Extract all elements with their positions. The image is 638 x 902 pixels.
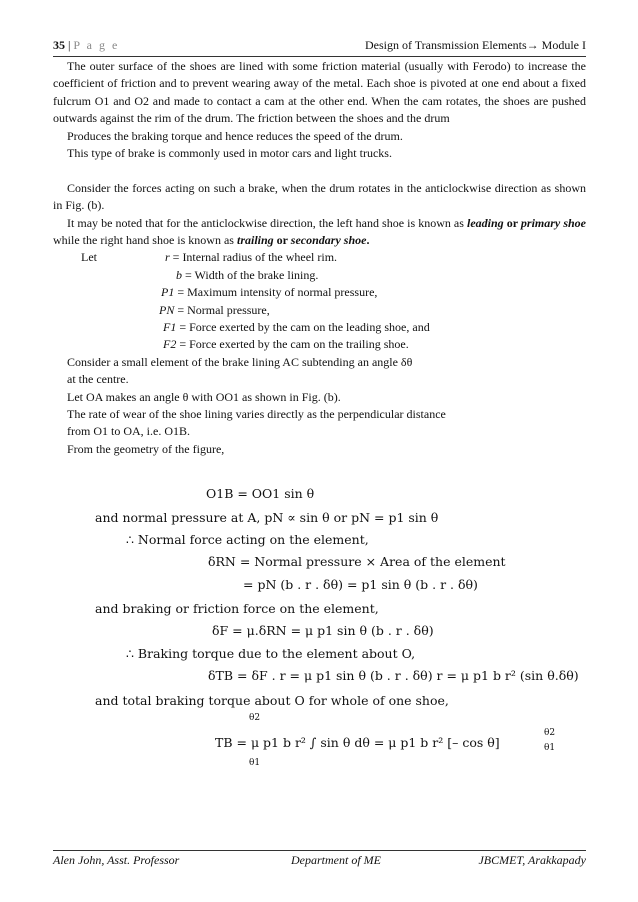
let-label: Let xyxy=(81,250,97,265)
equation-line: O1B = OO1 sin θ xyxy=(206,486,315,501)
symbol: r xyxy=(165,250,170,265)
shoes-or-1: or xyxy=(503,215,521,230)
equation-line: = pN (b . r . δθ) = p1 sin θ (b . r . δθ) xyxy=(243,577,478,592)
paragraph-wear: The rate of wear of the shoe lining varies directly as the perpendicular distance xyxy=(67,407,446,422)
bracket-lower-limit: θ1 xyxy=(544,743,556,753)
arrow-icon: → xyxy=(526,38,539,52)
symbol: F2 xyxy=(163,337,177,352)
symbol: PN xyxy=(159,302,175,317)
equation-line: δRN = Normal pressure × Area of the element xyxy=(208,554,506,569)
equation-line: δTB = δF . r = μ p1 sin θ (b . r . δθ) r = μ p1 b r² (sin θ.δθ) xyxy=(208,668,579,683)
paragraph-forces: Consider the forces acting on such a brake, when the drum rotates in the anticlockwise direction as shown in Fig. (b). xyxy=(53,180,586,213)
definition-text: = Width of the brake lining. xyxy=(185,267,319,282)
page-body xyxy=(53,58,586,458)
shoes-text-1: It may be noted that for the anticlockwise direction, the left hand shoe is known as xyxy=(67,215,467,230)
definition-r xyxy=(165,249,337,266)
symbol: b xyxy=(176,267,182,282)
paragraph-angle: Let OA makes an angle θ with OO1 as shown in Fig. (b). xyxy=(67,389,341,404)
paragraph-shoes xyxy=(53,215,586,250)
definition-p1 xyxy=(161,284,377,301)
definition-f1 xyxy=(163,319,430,336)
equation-line: ∴ Braking torque due to the element about O, xyxy=(126,646,416,661)
symbol: F1 xyxy=(163,320,177,335)
definition-row xyxy=(53,319,586,336)
header-rule xyxy=(53,56,586,57)
paragraph-centre: at the centre. xyxy=(67,372,129,387)
header-title-text: Design of Transmission Elements xyxy=(365,38,527,52)
definition-text: = Force exerted by the cam on the trailing shoe. xyxy=(179,337,409,352)
equation-line: and normal pressure at A, pN ∝ sin θ or pN = p1 sin θ xyxy=(95,510,439,525)
equation-line: ∴ Normal force acting on the element, xyxy=(126,532,369,547)
definition-text: = Maximum intensity of normal pressure, xyxy=(177,285,378,300)
definition-pn xyxy=(159,302,270,319)
header-title xyxy=(365,38,586,53)
definition-b xyxy=(176,267,318,284)
paragraph-torque: Produces the braking torque and hence reduces the speed of the drum. xyxy=(67,128,403,143)
paragraph-distance: from O1 to OA, i.e. O1B. xyxy=(67,424,190,439)
symbol: P1 xyxy=(161,285,175,300)
spacer xyxy=(53,162,586,179)
definition-text: = Force exerted by the cam on the leading shoe, and xyxy=(179,320,430,335)
page-separator: | xyxy=(65,38,74,52)
integral-lower-limit: θ1 xyxy=(249,758,261,768)
page-header xyxy=(53,38,586,56)
footer-institution: JBCMET, Arakkapady xyxy=(478,853,586,867)
header-module: Module I xyxy=(538,38,586,52)
integral-upper-limit: θ2 xyxy=(249,713,261,723)
equation-line: TB = μ p1 b r² ∫ sin θ dθ = μ p1 b r² [– cos θ] xyxy=(215,735,500,750)
term-trailing: trailing xyxy=(236,233,274,248)
paragraph-usage: This type of brake is commonly used in motor cars and light trucks. xyxy=(67,146,392,161)
paragraph-element: Consider a small element of the brake lining AC subtending an angle δθ xyxy=(67,354,413,369)
page-word: P a g e xyxy=(73,38,120,52)
shoes-or-2: or xyxy=(273,233,291,248)
shoes-text-2: while the right hand shoe is known as xyxy=(53,233,237,248)
equation-line: and braking or friction force on the element, xyxy=(95,601,379,616)
definition-row xyxy=(53,267,586,284)
definition-row xyxy=(53,284,586,301)
equation-line: δF = μ.δRN = μ p1 sin θ (b . r . δθ) xyxy=(212,623,434,638)
equation-line: and total braking torque about O for whole of one shoe, xyxy=(95,693,449,708)
page-number-value: 35 xyxy=(53,38,65,52)
paragraph-intro: The outer surface of the shoes are lined with some friction material (usually with Ferodo) to increase the coefficient of friction and to prevent wearing away of the metal. Each shoe is pivoted at one end about a fixed fulcrum O1 and O2 and made to contact a cam at the other end. When the cam rotates, the shoes are pushed outwards against the rim of the drum. The friction between the shoes and the drum xyxy=(53,59,586,126)
term-secondary-shoe: secondary shoe xyxy=(290,233,367,248)
definition-row xyxy=(53,302,586,319)
definition-row xyxy=(53,336,586,353)
paragraph-geometry: From the geometry of the figure, xyxy=(67,441,225,456)
definition-text: = Internal radius of the wheel rim. xyxy=(172,250,338,265)
definition-text: = Normal pressure, xyxy=(177,302,270,317)
definition-f2 xyxy=(163,336,409,353)
page-number xyxy=(53,38,119,53)
footer-department: Department of ME xyxy=(291,853,381,867)
bracket-upper-limit: θ2 xyxy=(544,728,556,738)
shoes-period: . xyxy=(366,233,370,248)
term-primary-shoe: primary shoe xyxy=(520,215,586,230)
definition-row xyxy=(53,249,586,266)
footer-rule xyxy=(53,850,586,851)
term-leading: leading xyxy=(467,215,504,230)
footer-author: Alen John, Asst. Professor xyxy=(53,853,180,867)
